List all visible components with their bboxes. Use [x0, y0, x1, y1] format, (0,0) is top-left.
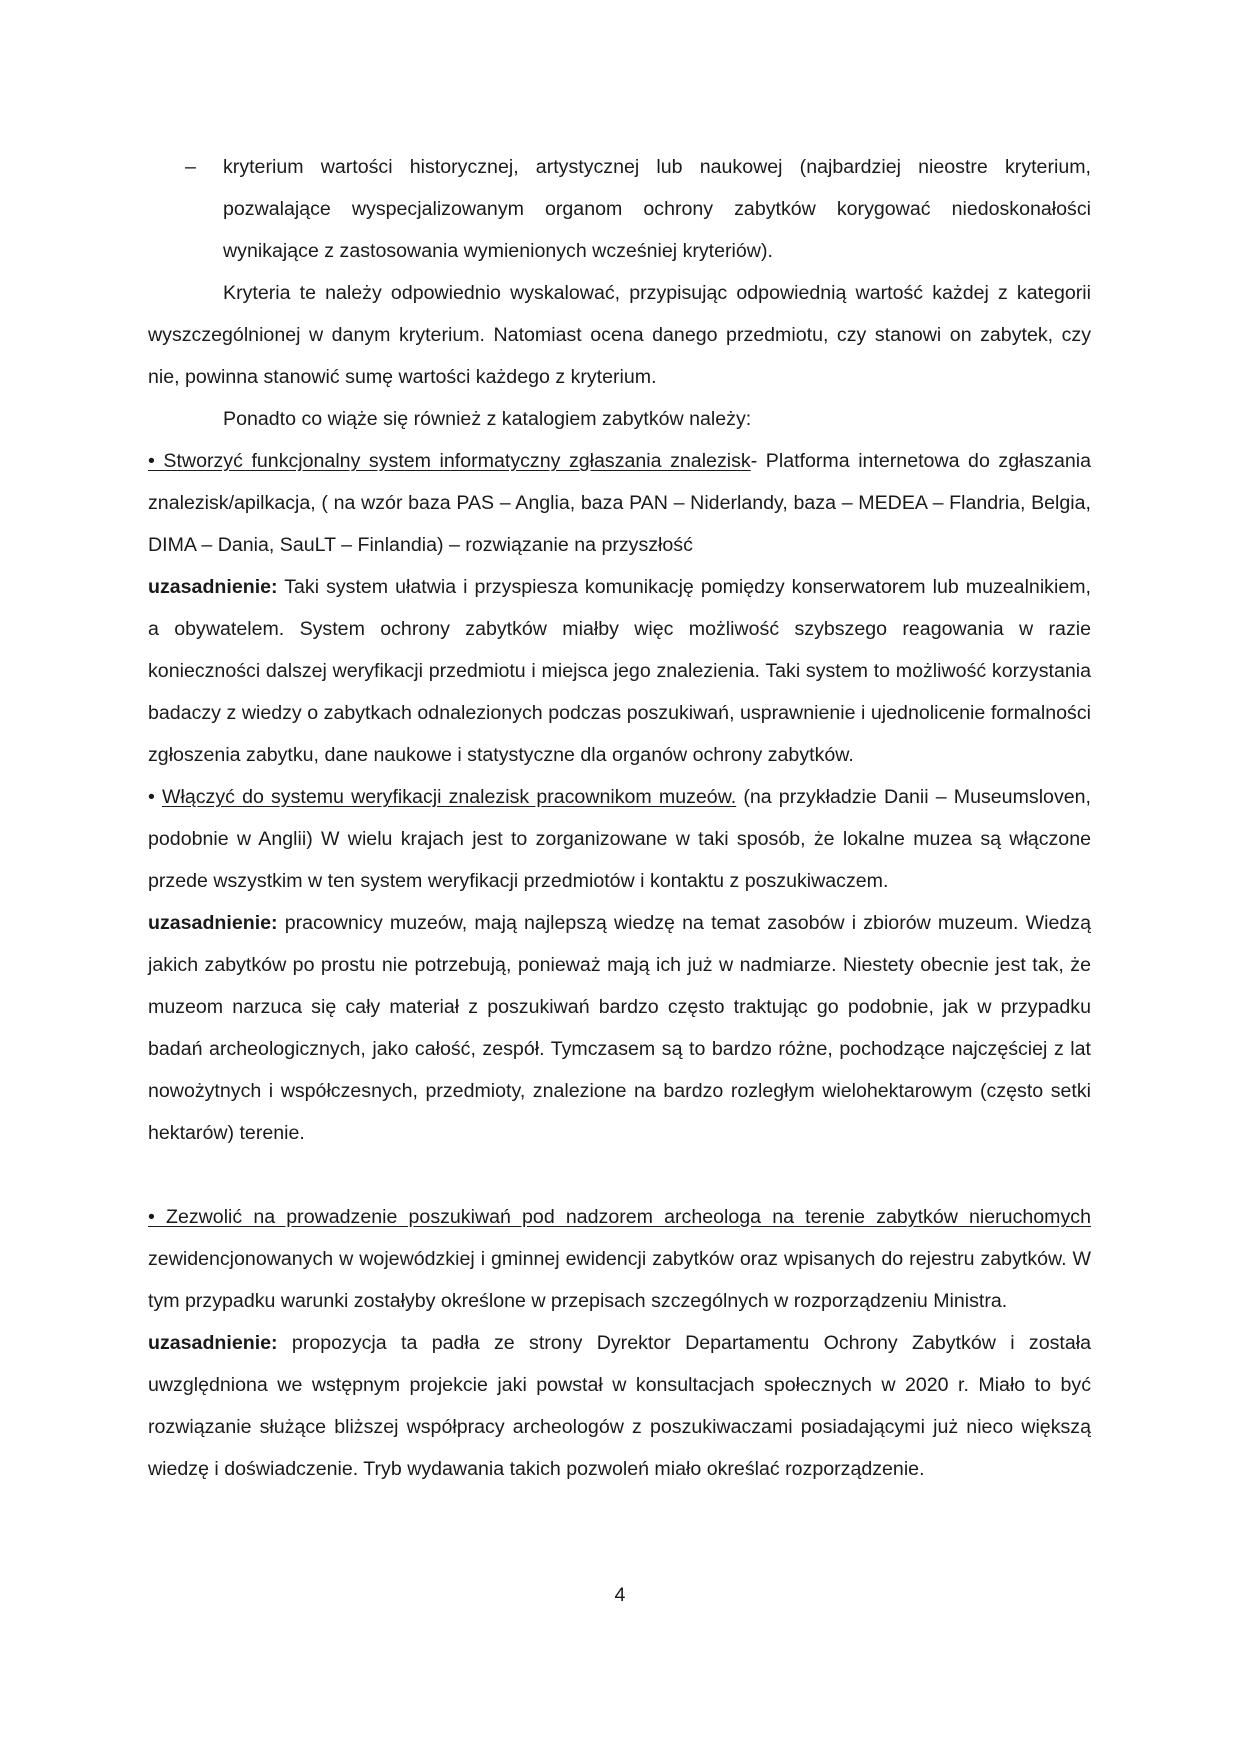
document-page	[148, 146, 1091, 1490]
page-number: 4	[614, 1584, 626, 1606]
justification-text: propozycja ta padła ze strony Dyrektor Departamentu Ochrony Zabytków i została uwzględniona we wstępnym projekcie jaki powstał w konsultacjach społecznych w 2020 r. Miało to być rozwiązanie służące bliższej współpracy archeologów z poszukiwaczami posiadającymi już nieco większą wiedzę i doświadczenie. Tryb wydawania takich pozwoleń miało określać rozporządzenie.	[148, 1332, 1091, 1480]
proposal-2-justification	[148, 902, 1091, 1154]
proposal-1-heading: • Stworzyć funkcjonalny system informatyczny zgłaszania znalezisk	[148, 450, 751, 472]
justification-text: Taki system ułatwia i przyspiesza komunikację pomiędzy konserwatorem lub muzealnikiem, a obywatelem. System ochrony zabytków miałby więc możliwość szybszego reagowania w razie konieczności dalszej weryfikacji przedmiotu i miejsca jego znalezienia. Taki system to możliwość korzystania badaczy z wiedzy o zabytkach odnalezionych podczas poszukiwań, usprawnienie i ujednolicenie formalności zgłoszenia zabytku, dane naukowe i statystyczne dla organów ochrony zabytków.	[148, 576, 1091, 766]
blank-line	[148, 1154, 1091, 1196]
proposal-1-text: - Platforma internetowa do zgłaszania znalezisk/apilkacja, ( na wzór baza PAS – Anglia, baza PAN – Niderlandy, baza – MEDEA – Flandria, Belgia, DIMA – Dania, SauLT – Finlandia) – rozwiązanie na przyszłość	[148, 450, 1091, 556]
paragraph-scaling: Kryteria te należy odpowiednio wyskalować, przypisując odpowiednią wartość każdej z kategorii wyszczególnionej w danym kryterium. Natomiast ocena danego przedmiotu, czy stanowi on zabytek, czy nie, powinna stanowić sumę wartości każdego z kryterium.	[148, 282, 1091, 388]
proposal-3-text: zewidencjonowanych w wojewódzkiej i gminnej ewidencji zabytków oraz wpisanych do rejestru zabytków. W tym przypadku warunki zostałyby określone w przepisach szczególnych w rozporządzeniu Ministra.	[148, 1248, 1091, 1312]
proposal-1	[148, 440, 1091, 566]
justification-label: uzasadnienie:	[148, 576, 278, 598]
proposal-2-text: (na przykładzie Danii – Museumsloven, podobnie w Anglii) W wielu krajach jest to zorganizowane w taki sposób, że lokalne muzea są włączone przede wszystkim w ten system weryfikacji przedmiotów i kontaktu z poszukiwaczem.	[148, 786, 1091, 892]
proposal-3	[148, 1196, 1091, 1322]
justification-text: pracownicy muzeów, mają najlepszą wiedzę na temat zasobów i zbiorów muzeum. Wiedzą jakich zabytków po prostu nie potrzebują, ponieważ mają ich już w nadmiarze. Niestety obecnie jest tak, że muzeom narzuca się cały materiał z poszukiwań bardzo często traktując go podobnie, jak w przypadku badań archeologicznych, jako całość, zespół. Tymczasem są to bardzo różne, pochodzące najczęściej z lat nowożytnych i współczesnych, przedmioty, znalezione na bardzo rozległym wielohektarowym (często setki hektarów) terenie.	[148, 912, 1091, 1144]
criterion-list-item	[148, 146, 1091, 272]
justification-label: uzasadnienie:	[148, 1332, 278, 1354]
proposal-3-justification	[148, 1322, 1091, 1490]
dash-bullet: –	[185, 156, 196, 178]
proposal-1-justification	[148, 566, 1091, 776]
justification-label: uzasadnienie:	[148, 912, 278, 934]
criterion-text: kryterium wartości historycznej, artystycznej lub naukowej (najbardziej nieostre kryterium, pozwalające wyspecjalizowanym organom ochrony zabytków korygować niedoskonałości wynikające z zastosowania wymienionych wcześniej kryteriów).	[223, 156, 1091, 262]
bullet: •	[148, 786, 162, 808]
proposal-2	[148, 776, 1091, 902]
paragraph-moreover: Ponadto co wiąże się również z katalogiem zabytków należy:	[223, 408, 752, 430]
proposal-2-heading: Włączyć do systemu weryfikacji znalezisk pracownikom muzeów.	[162, 786, 737, 808]
proposal-3-heading: • Zezwolić na prowadzenie poszukiwań pod nadzorem archeologa na terenie zabytków nieruchomych	[148, 1206, 1091, 1228]
